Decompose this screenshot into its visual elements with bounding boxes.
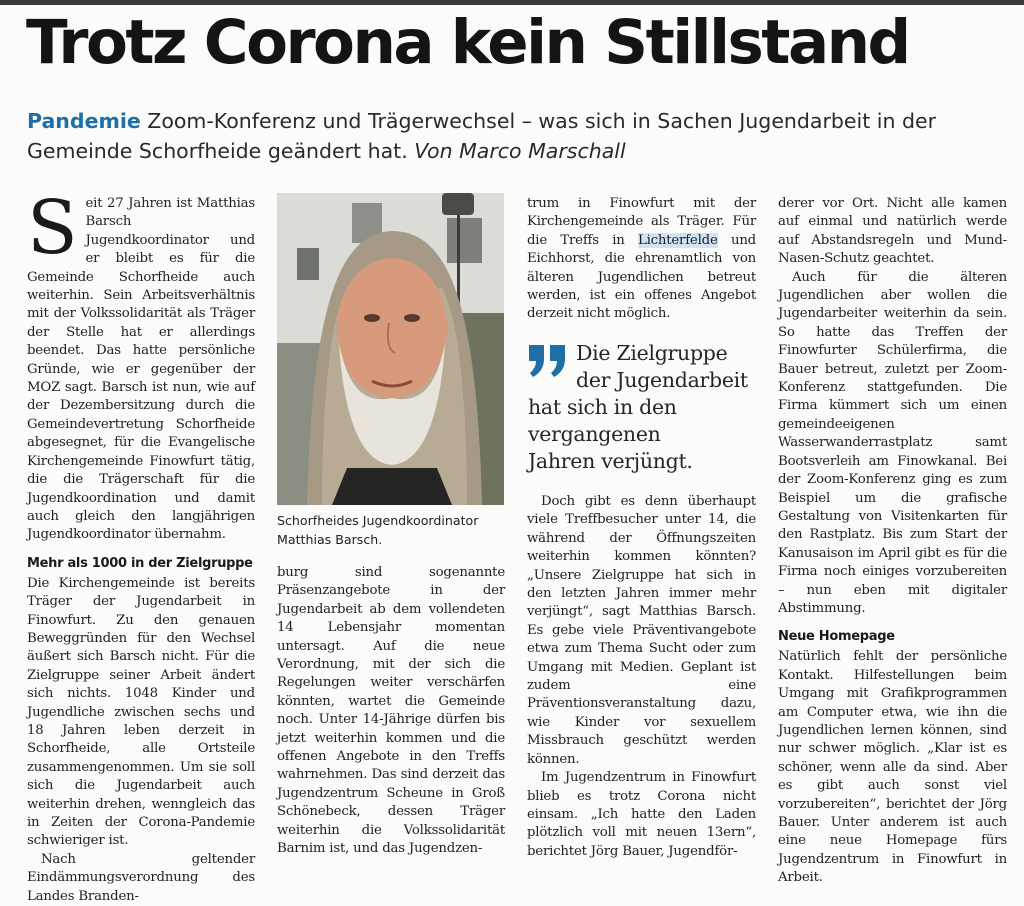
pull-quote-text: hat sich in den vergangenen Jahren verjüngt. [528, 395, 693, 473]
deck-text: Zoom-Konferenz und Trägerwechsel – was sich in Sachen Jugendarbeit in der Gemeinde Schorfheide geändert hat. [27, 109, 937, 163]
paragraph: Nach geltender Eindämmungsverordnung des Landes Branden- [27, 851, 255, 904]
paragraph-text: trum in Finowfurt mit der Kirchengemeinde als Träger. Für die Treffs in [527, 196, 756, 248]
paragraph-text: und Eichhorst, die ehrenamtlich von älteren Jugendlichen betreut werden, ist ein offenes Angebot derzeit nicht möglich. [527, 232, 756, 322]
paragraph-text: eit 27 Jahren ist Matthias Barsch Jugendkoordinator und er bleibt es für die Gemeinde Schorfheide auch weiterhin. Sein Arbeitsverhältnis mit der Volkssolidarität als Träger der Stelle hat er allerdings beendet. Das hatte persönliche Gründe, wie er gegenüber der MOZ sagt. Barsch ist nun, wie auf der Dezembersitzung durch die Gemeindevertretung Schorfheide abgesegnet, für die Evangelische Kirchengemeinde Finowfurt tätig, die die Trägerschaft für die Jugendkoordination und damit auch gleich den langjährigen Jugendkoordinator übernahm. [27, 196, 255, 543]
article-column-4 [778, 195, 1007, 888]
paragraph: Natürlich fehlt der persönliche Kontakt. Hilfestellungen beim Umgang mit Grafikprogrammen am Computer etwa, wie ihn die Jugendlichen lernen können, sind nur schwer möglich. „Klar ist es schöner, wenn alle da sind. Aber es gibt auch sonst viel vorzubereiten“, berichtet der Jörg Bauer. Unter anderem ist auch eine neue Homepage fürs Jugendzentrum in Finowfurt in Arbeit. [778, 649, 1007, 886]
subheading: Neue Homepage [778, 629, 895, 645]
pull-quote-line: der Jugendarbeit [576, 368, 748, 392]
paragraph: Doch gibt es denn überhaupt viele Treffbesucher unter 14, die während der Öffnungszeiten weiterhin kommen könnten? „Unsere Zielgruppe hat sich in den letzten Jahren immer mehr verjüngt“, sagt Matthias Barsch. Es gebe viele Präventivangebote etwa zum Thema Sucht oder zum Umgang mit Medien. Geplant ist zudem eine Präventionsveranstaltung dazu, wie Kinder vor sexuellem Missbrauch geschützt werden können. [527, 494, 756, 767]
deck-kicker: Pandemie [27, 109, 141, 133]
highlighted-word: Lichterfelde [637, 232, 718, 248]
pull-quote-line: Die Zielgruppe [576, 341, 728, 365]
article-column-3 [527, 195, 756, 324]
paragraph: derer vor Ort. Nicht alle kamen auf einmal und natürlich werde auf Abstandsregeln und Mund-Nasen-Schutz geachtet. [778, 196, 1007, 267]
top-rule [0, 0, 1024, 5]
paragraph: burg sind sogenannte Präsenzangebote in der Jugendarbeit ab dem vollendeten 14 Lebensjahr momentan untersagt. Auf die neue Verordnung, mit der sich die Regelungen weiter verschärfen könnten, wartet die Gemeinde noch. Unter 14-Jährige dürfen bis jetzt weiterhin kommen und die offenen Angebote in den Treffs wahrnehmen. Das sind derzeit das Jugendzentrum Scheune in Groß Schönebeck, dessen Träger weiterhin die Volkssolidarität Barnim ist, und das Jugendzen- [277, 565, 505, 857]
portrait-photo [277, 193, 504, 505]
portrait-illustration [277, 193, 504, 505]
paragraph [527, 195, 756, 324]
deck [27, 106, 1007, 166]
article-column-1 [27, 185, 255, 906]
photo-caption: Schorfheides Jugendkoordinator Matthias Barsch. [277, 513, 479, 547]
paragraph: Die Kirchengemeinde ist bereits Träger der Jugendarbeit in Finowfurt. Zu den genauen Beweggründen für den Wechsel äußert sich Barsch nicht. Für die Zielgruppe seiner Arbeit ändert sich nichts. 1048 Kinder und Jugendliche zwischen sechs und 18 Jahren leben derzeit in Schorfheide, alle Ortsteile zusammengenommen. Um sie soll sich die Jugendarbeit auch weiterhin drehen, wenngleich das in Zeiten der Corona-Pandemie schwieriger ist. [27, 575, 255, 849]
article-column-3-continued [527, 493, 756, 861]
article-column-2 [277, 564, 505, 859]
headline: Trotz Corona kein Stillstand [26, 7, 909, 78]
paragraph: Auch für die älteren Jugendlichen aber wollen die Jugendarbeiter weiterhin da sein. So hatte das Treffen der Finowfurter Schülerfirma, die Bauer betreut, zuletzt per Zoom-Konferenz stattgefunden. Die Firma kümmert sich um einen gemeindeeigenen Wasserwanderrastplatz samt Bootsverleih am Finowkanal. Bei der Zoom-Konferenz ging es zum Beispiel um die grafische Gestaltung von Visitenkarten für den Rastplatz. Bis zum Start der Kanusaison im April gibt es für die Firma noch einiges vorzubereiten – nun eben mit digitaler Abstimmung. [778, 269, 1007, 616]
deck-byline: Von Marco Marschall [414, 139, 626, 163]
paragraph: Im Jugendzentrum in Finowfurt blieb es trotz Corona nicht einsam. „Ich hatte den Laden plötzlich voll mit neuen 13ern“, berichtet Jörg Bauer, Jugendför- [527, 770, 756, 859]
pull-quote [528, 340, 768, 475]
paragraph [27, 185, 255, 545]
subheading: Mehr als 1000 in der Zielgruppe [27, 555, 253, 571]
drop-cap: S [27, 185, 78, 271]
